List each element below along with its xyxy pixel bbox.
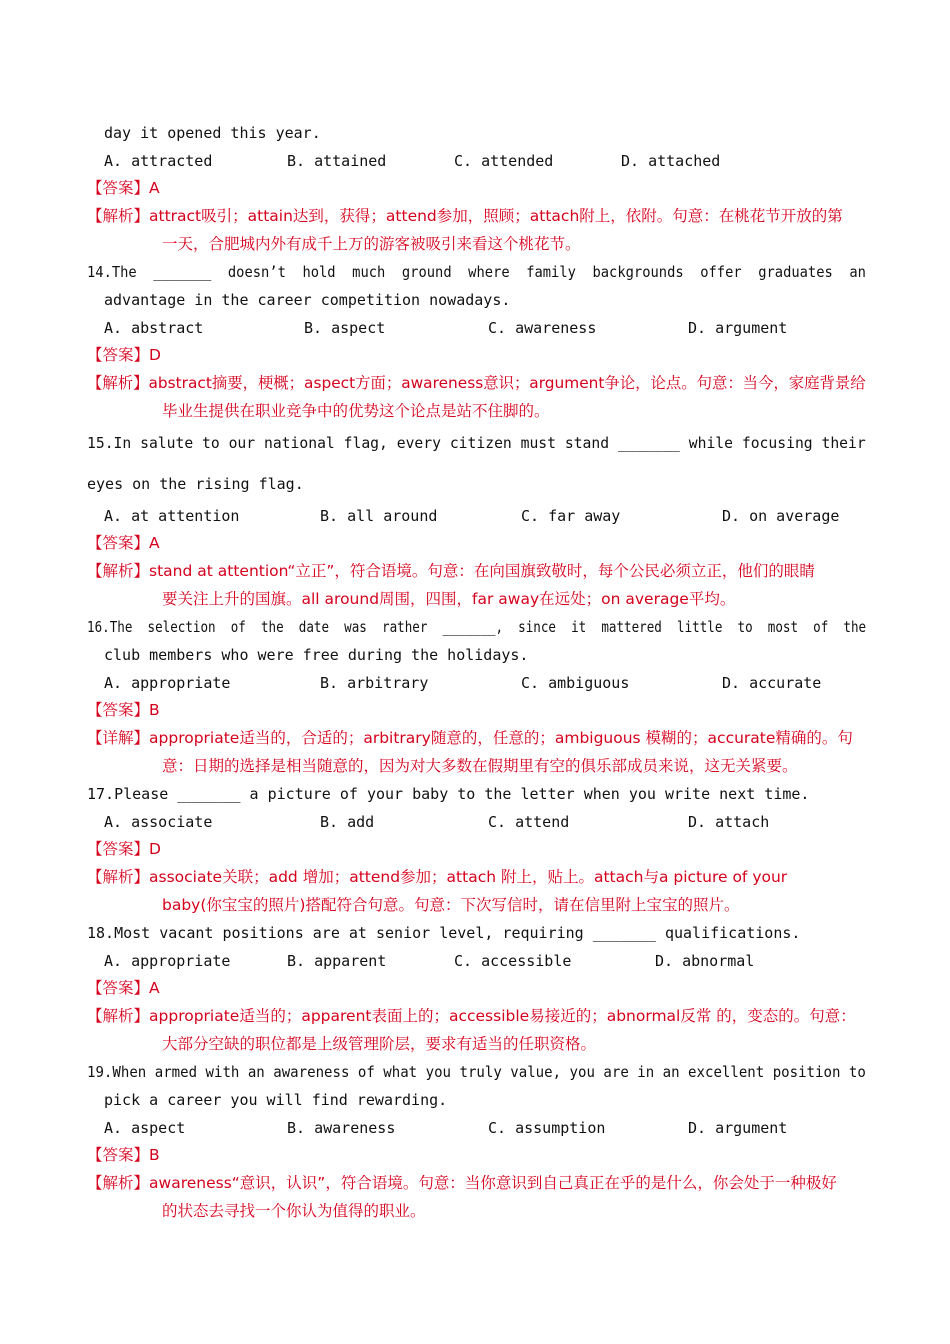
q14-option-c: C. awareness [488, 319, 597, 337]
q13-analysis-line-2: 一天，合肥城内外有成千上万的游客被吸引来看这个桃花节。 [162, 235, 581, 253]
analysis-label: 【解析】 [87, 562, 150, 580]
q15-analysis-line-1: 【解析】stand at attention“立正”，符合语境。句意：在向国旗致敬时，每个公民必须立正，他们的眼睛 [87, 562, 815, 580]
answer-value: A [149, 179, 160, 197]
q17-answer [87, 839, 161, 859]
q18-option-a: A. appropriate [104, 952, 231, 970]
q18-analysis-line-1: 【解析】appropriate适当的；apparent表面上的；accessible易接近的；abnormal反常 的，变态的。句意： [87, 1007, 856, 1025]
q14-option-b: B. aspect [304, 319, 386, 337]
q15-analysis-line-2: 要关注上升的国旗。all around周围，四围，far away在远处；on average平均。 [162, 590, 736, 608]
q18-option-c: C. accessible [454, 952, 572, 970]
q13-option-b: B. attained [287, 152, 387, 170]
analysis-label: 【解析】 [87, 1174, 150, 1192]
q16-option-b: B. arbitrary [320, 674, 429, 692]
question-15-stem-line-1: 15.In salute to our national flag, every citizen must stand _______ while focusing their [87, 434, 866, 452]
answer-value: D [149, 346, 161, 364]
q17-option-a: A. associate [104, 813, 213, 831]
q15-option-b: B. all around [320, 507, 438, 525]
q14-answer [87, 345, 161, 365]
q15-option-d: D. on average [722, 507, 840, 525]
q17-analysis-line-2: baby(你宝宝的照片)搭配符合句意。句意：下次写信时，请在信里附上宝宝的照片。 [162, 896, 740, 914]
q19-option-c: C. assumption [488, 1119, 606, 1137]
question-14-stem-line-2: advantage in the career competition nowadays. [104, 291, 511, 309]
answer-label: 【答案】 [87, 179, 150, 197]
q16-option-c: C. ambiguous [521, 674, 630, 692]
answer-label: 【答案】 [87, 346, 150, 364]
answer-value: A [149, 534, 160, 552]
q18-analysis-line-2: 大部分空缺的职位都是上级管理阶层，要求有适当的任职资格。 [162, 1035, 597, 1053]
question-16-stem-line-1: 16.The selection of the date was rather _______, since it mattered little to most of the [87, 618, 867, 636]
answer-label: 【答案】 [87, 840, 150, 858]
answer-value: A [149, 979, 160, 997]
q13-option-d: D. attached [621, 152, 721, 170]
question-13-stem-end: day it opened this year. [104, 124, 321, 142]
q17-option-d: D. attach [688, 813, 770, 831]
question-16-stem-line-2: club members who were free during the holidays. [104, 646, 529, 664]
q14-option-a: A. abstract [104, 319, 204, 337]
q19-analysis-line-2: 的状态去寻找一个你认为值得的职业。 [162, 1202, 426, 1220]
answer-label: 【答案】 [87, 979, 150, 997]
q16-analysis-line-2: 意：日期的选择是相当随意的，因为对大多数在假期里有空的俱乐部成员来说，这无关紧要。 [162, 757, 798, 775]
q14-option-d: D. argument [688, 319, 788, 337]
question-19-stem-line-1: 19.When armed with an awareness of what you truly value, you are in an excellent position to [87, 1063, 866, 1081]
q19-option-a: A. aspect [104, 1119, 186, 1137]
q17-option-c: C. attend [488, 813, 570, 831]
q17-option-b: B. add [320, 813, 375, 831]
question-14-stem-line-1: 14.The _______ doesn’t hold much ground where family backgrounds offer graduates an [87, 263, 866, 281]
answer-label: 【答案】 [87, 701, 150, 719]
question-18-stem-line-1: 18.Most vacant positions are at senior level, requiring _______ qualifications. [87, 924, 801, 942]
q16-answer [87, 700, 160, 720]
q15-option-c: C. far away [521, 507, 621, 525]
question-17-stem-line-1: 17.Please _______ a picture of your baby to the letter when you write next time. [87, 785, 810, 803]
answer-label: 【答案】 [87, 534, 150, 552]
q13-option-c: C. attended [454, 152, 554, 170]
answer-value: B [149, 701, 160, 719]
answer-label: 【答案】 [87, 1146, 150, 1164]
analysis-label: 【解析】 [87, 1007, 150, 1025]
q16-analysis-line-1: 【详解】appropriate适当的，合适的；arbitrary随意的，任意的；ambiguous 模糊的；accurate精确的。句 [87, 729, 853, 747]
q13-option-a: A. attracted [104, 152, 213, 170]
q18-answer [87, 978, 160, 998]
analysis-label: 【解析】 [87, 868, 150, 886]
q13-answer [87, 178, 160, 198]
q19-option-d: D. argument [688, 1119, 788, 1137]
q16-option-a: A. appropriate [104, 674, 231, 692]
q15-answer [87, 533, 160, 553]
q15-option-a: A. at attention [104, 507, 240, 525]
q18-option-d: D. abnormal [655, 952, 755, 970]
q19-analysis-line-1: 【解析】awareness“意识，认识”，符合语境。句意：当你意识到自己真正在乎的是什么，你会处于一种极好 [87, 1174, 837, 1192]
q13-analysis-line-1: 【解析】attract吸引；attain达到，获得；attend参加，照顾；attach附上，依附。句意：在桃花节开放的第 [87, 207, 843, 225]
q14-analysis-line-2: 毕业生提供在职业竞争中的优势这个论点是站不住脚的。 [162, 402, 550, 420]
q14-analysis-line-1: 【解析】abstract摘要，梗概；aspect方面；awareness意识；argument争论，论点。句意：当今，家庭背景给 [87, 374, 866, 392]
answer-value: D [149, 840, 161, 858]
analysis-label: 【详解】 [87, 729, 150, 747]
q19-answer [87, 1145, 160, 1165]
q18-option-b: B. apparent [287, 952, 387, 970]
question-19-stem-line-2: pick a career you will find rewarding. [104, 1091, 448, 1109]
q17-analysis-line-1: 【解析】associate关联；add 增加；attend参加；attach 附上，贴上。attach与a picture of your [87, 868, 788, 886]
question-15-stem-line-2: eyes on the rising flag. [87, 475, 304, 493]
analysis-label: 【解析】 [87, 374, 149, 392]
answer-value: B [149, 1146, 160, 1164]
q16-option-d: D. accurate [722, 674, 822, 692]
q19-option-b: B. awareness [287, 1119, 396, 1137]
analysis-label: 【解析】 [87, 207, 150, 225]
